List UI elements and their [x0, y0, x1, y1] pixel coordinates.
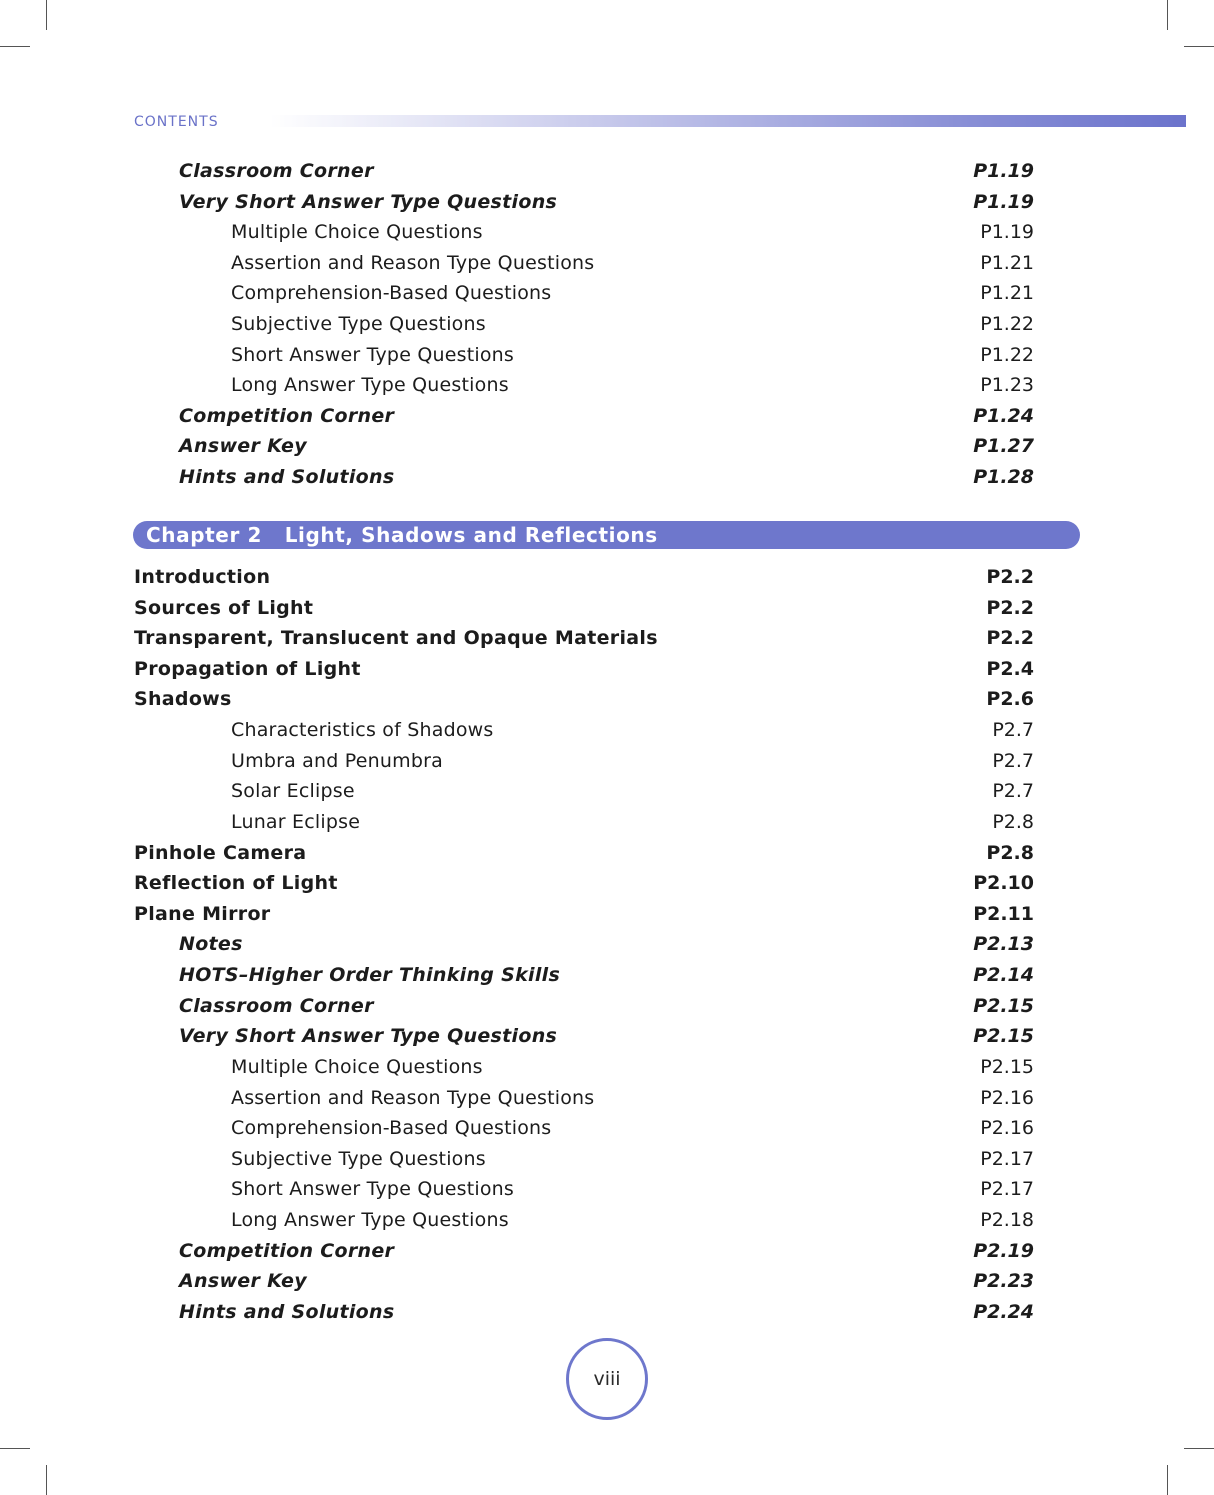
toc-entry-page: P2.24 [973, 1300, 1034, 1323]
toc-entry-page: P2.10 [973, 872, 1034, 895]
toc-entry-page: P1.27 [973, 435, 1034, 458]
toc-entry-title: Comprehension-Based Questions [231, 282, 552, 305]
toc-entry-title: Notes [179, 933, 243, 956]
toc-entry [0, 217, 1214, 247]
toc-entry-page: P1.28 [973, 466, 1034, 488]
toc-entry-title: Answer Key [179, 435, 307, 458]
toc-entry-page: P2.6 [986, 688, 1034, 711]
toc-entry [0, 654, 1214, 684]
toc-entry-title: Lunar Eclipse [231, 810, 361, 833]
toc-entry-page: P2.17 [980, 1178, 1034, 1201]
header-gradient-bar [270, 115, 1186, 127]
toc-entry-page: P1.23 [980, 374, 1034, 397]
toc-entry-page: P2.14 [973, 964, 1034, 987]
toc-entry-title: Hints and Solutions [179, 1300, 395, 1323]
toc-entry-title: Very Short Answer Type Questions [179, 1025, 558, 1048]
toc-entry-title: Subjective Type Questions [231, 313, 486, 335]
toc-entry-title: Classroom Corner [179, 994, 374, 1017]
toc-entry [0, 1236, 1214, 1266]
toc-entry-title: Characteristics of Shadows [231, 719, 494, 742]
toc-entry-page: P2.8 [986, 841, 1034, 864]
toc-entry [0, 401, 1214, 431]
toc-entry [0, 593, 1214, 623]
toc-entry-title: Assertion and Reason Type Questions [231, 1086, 595, 1109]
toc-entry [0, 991, 1214, 1021]
toc-entry [0, 899, 1214, 929]
toc-entry-page: P1.19 [973, 190, 1034, 213]
toc-entry [0, 370, 1214, 400]
toc-entry [0, 1144, 1214, 1174]
toc-entry-page: P2.4 [986, 657, 1034, 680]
toc-entry-title: Answer Key [179, 1270, 307, 1293]
toc-entry-title: Competition Corner [179, 404, 395, 427]
toc-entry-title: Long Answer Type Questions [231, 1209, 509, 1232]
toc-entry [0, 929, 1214, 959]
crop-mark [46, 0, 47, 30]
toc-entry [0, 684, 1214, 714]
toc-entry [0, 623, 1214, 653]
toc-entry-title: Competition Corner [179, 1239, 395, 1262]
toc-entry-page: P2.23 [973, 1270, 1034, 1293]
toc-entry-page: P2.7 [992, 749, 1034, 772]
toc-entry-title: Classroom Corner [179, 160, 374, 182]
toc-entry-page: P2.15 [980, 1055, 1034, 1078]
toc-entry [0, 431, 1214, 461]
toc-entry [0, 746, 1214, 776]
toc-entry-page: P1.22 [980, 343, 1034, 366]
toc-entry-title: Short Answer Type Questions [231, 1178, 515, 1201]
toc-entry-page: P2.16 [980, 1086, 1034, 1109]
crop-mark [1167, 0, 1168, 30]
toc-entry-page: P2.17 [980, 1147, 1034, 1170]
toc-entry [0, 1205, 1214, 1235]
contents-header: CONTENTS [134, 114, 219, 130]
toc-entry-page: P1.24 [973, 404, 1034, 427]
toc-entry [0, 807, 1214, 837]
toc-entry-page: P1.19 [980, 221, 1034, 244]
toc-entry-title: Multiple Choice Questions [231, 1055, 483, 1078]
toc-entry [0, 562, 1214, 592]
toc-entry-page: P2.18 [980, 1209, 1034, 1232]
toc-entry-title: Comprehension-Based Questions [231, 1117, 552, 1140]
toc-entry-title: Assertion and Reason Type Questions [231, 251, 595, 274]
toc-entry-page: P2.7 [992, 719, 1034, 742]
toc-entry [0, 838, 1214, 868]
toc-entry [0, 776, 1214, 806]
crop-mark [0, 46, 30, 47]
toc-entry [0, 156, 1214, 186]
toc-entry-title: Long Answer Type Questions [231, 374, 509, 397]
toc-entry [0, 462, 1214, 492]
toc-entry [0, 1297, 1214, 1327]
toc-entry [0, 1174, 1214, 1204]
toc-entry-title: HOTS–Higher Order Thinking Skills [179, 964, 561, 987]
chapter-heading: Chapter 2 Light, Shadows and Reflections [146, 523, 658, 547]
toc-entry [0, 309, 1214, 339]
toc-entry-page: P2.8 [992, 810, 1034, 833]
toc-entry-title: Short Answer Type Questions [231, 343, 515, 366]
page-number: viii [593, 1368, 621, 1390]
toc-entry-title: Plane Mirror [134, 902, 271, 925]
toc-entry-title: Introduction [134, 566, 271, 588]
toc-entry [0, 278, 1214, 308]
toc-entry-title: Solar Eclipse [231, 780, 355, 803]
toc-entry-title: Very Short Answer Type Questions [179, 190, 558, 213]
toc-entry-page: P1.21 [980, 282, 1034, 305]
toc-entry-page: P2.2 [986, 596, 1034, 619]
toc-entry-title: Reflection of Light [134, 872, 338, 895]
toc-entry [0, 248, 1214, 278]
toc-entry [0, 340, 1214, 370]
toc-entry-page: P1.21 [980, 251, 1034, 274]
chapter-banner [133, 521, 1080, 549]
toc-entry-page: P2.13 [973, 933, 1034, 956]
toc-entry-title: Multiple Choice Questions [231, 221, 483, 244]
toc-entry-title: Subjective Type Questions [231, 1147, 486, 1170]
toc-entry-page: P2.2 [986, 627, 1034, 650]
toc-entry-page: P2.19 [973, 1239, 1034, 1262]
toc-entry-page: P2.11 [973, 902, 1034, 925]
toc-entry-title: Shadows [134, 688, 232, 711]
crop-mark [1167, 1465, 1168, 1495]
crop-mark [1184, 46, 1214, 47]
toc-entry-page: P2.15 [973, 994, 1034, 1017]
toc-entry-page: P2.16 [980, 1117, 1034, 1140]
toc-entry-title: Transparent, Translucent and Opaque Materials [134, 627, 658, 650]
toc-entry [0, 960, 1214, 990]
toc-entry [0, 1113, 1214, 1143]
crop-mark [46, 1465, 47, 1495]
toc-entry-title: Propagation of Light [134, 657, 361, 680]
toc-entry-page: P2.2 [986, 566, 1034, 588]
toc-entry [0, 187, 1214, 217]
crop-mark [1184, 1448, 1214, 1449]
toc-entry-title: Umbra and Penumbra [231, 749, 443, 772]
toc-entry-page: P1.22 [980, 313, 1034, 335]
toc-entry-page: P2.15 [973, 1025, 1034, 1048]
toc-entry [0, 715, 1214, 745]
toc-entry-title: Pinhole Camera [134, 841, 307, 864]
toc-entry-title: Hints and Solutions [179, 466, 395, 488]
crop-mark [0, 1448, 30, 1449]
toc-entry [0, 868, 1214, 898]
toc-entry [0, 1021, 1214, 1051]
toc-entry [0, 1052, 1214, 1082]
page-number-circle [566, 1338, 648, 1420]
toc-entry [0, 1083, 1214, 1113]
toc-entry-page: P2.7 [992, 780, 1034, 803]
toc-entry-page: P1.19 [973, 160, 1034, 182]
toc-entry [0, 1266, 1214, 1296]
toc-entry-title: Sources of Light [134, 596, 314, 619]
